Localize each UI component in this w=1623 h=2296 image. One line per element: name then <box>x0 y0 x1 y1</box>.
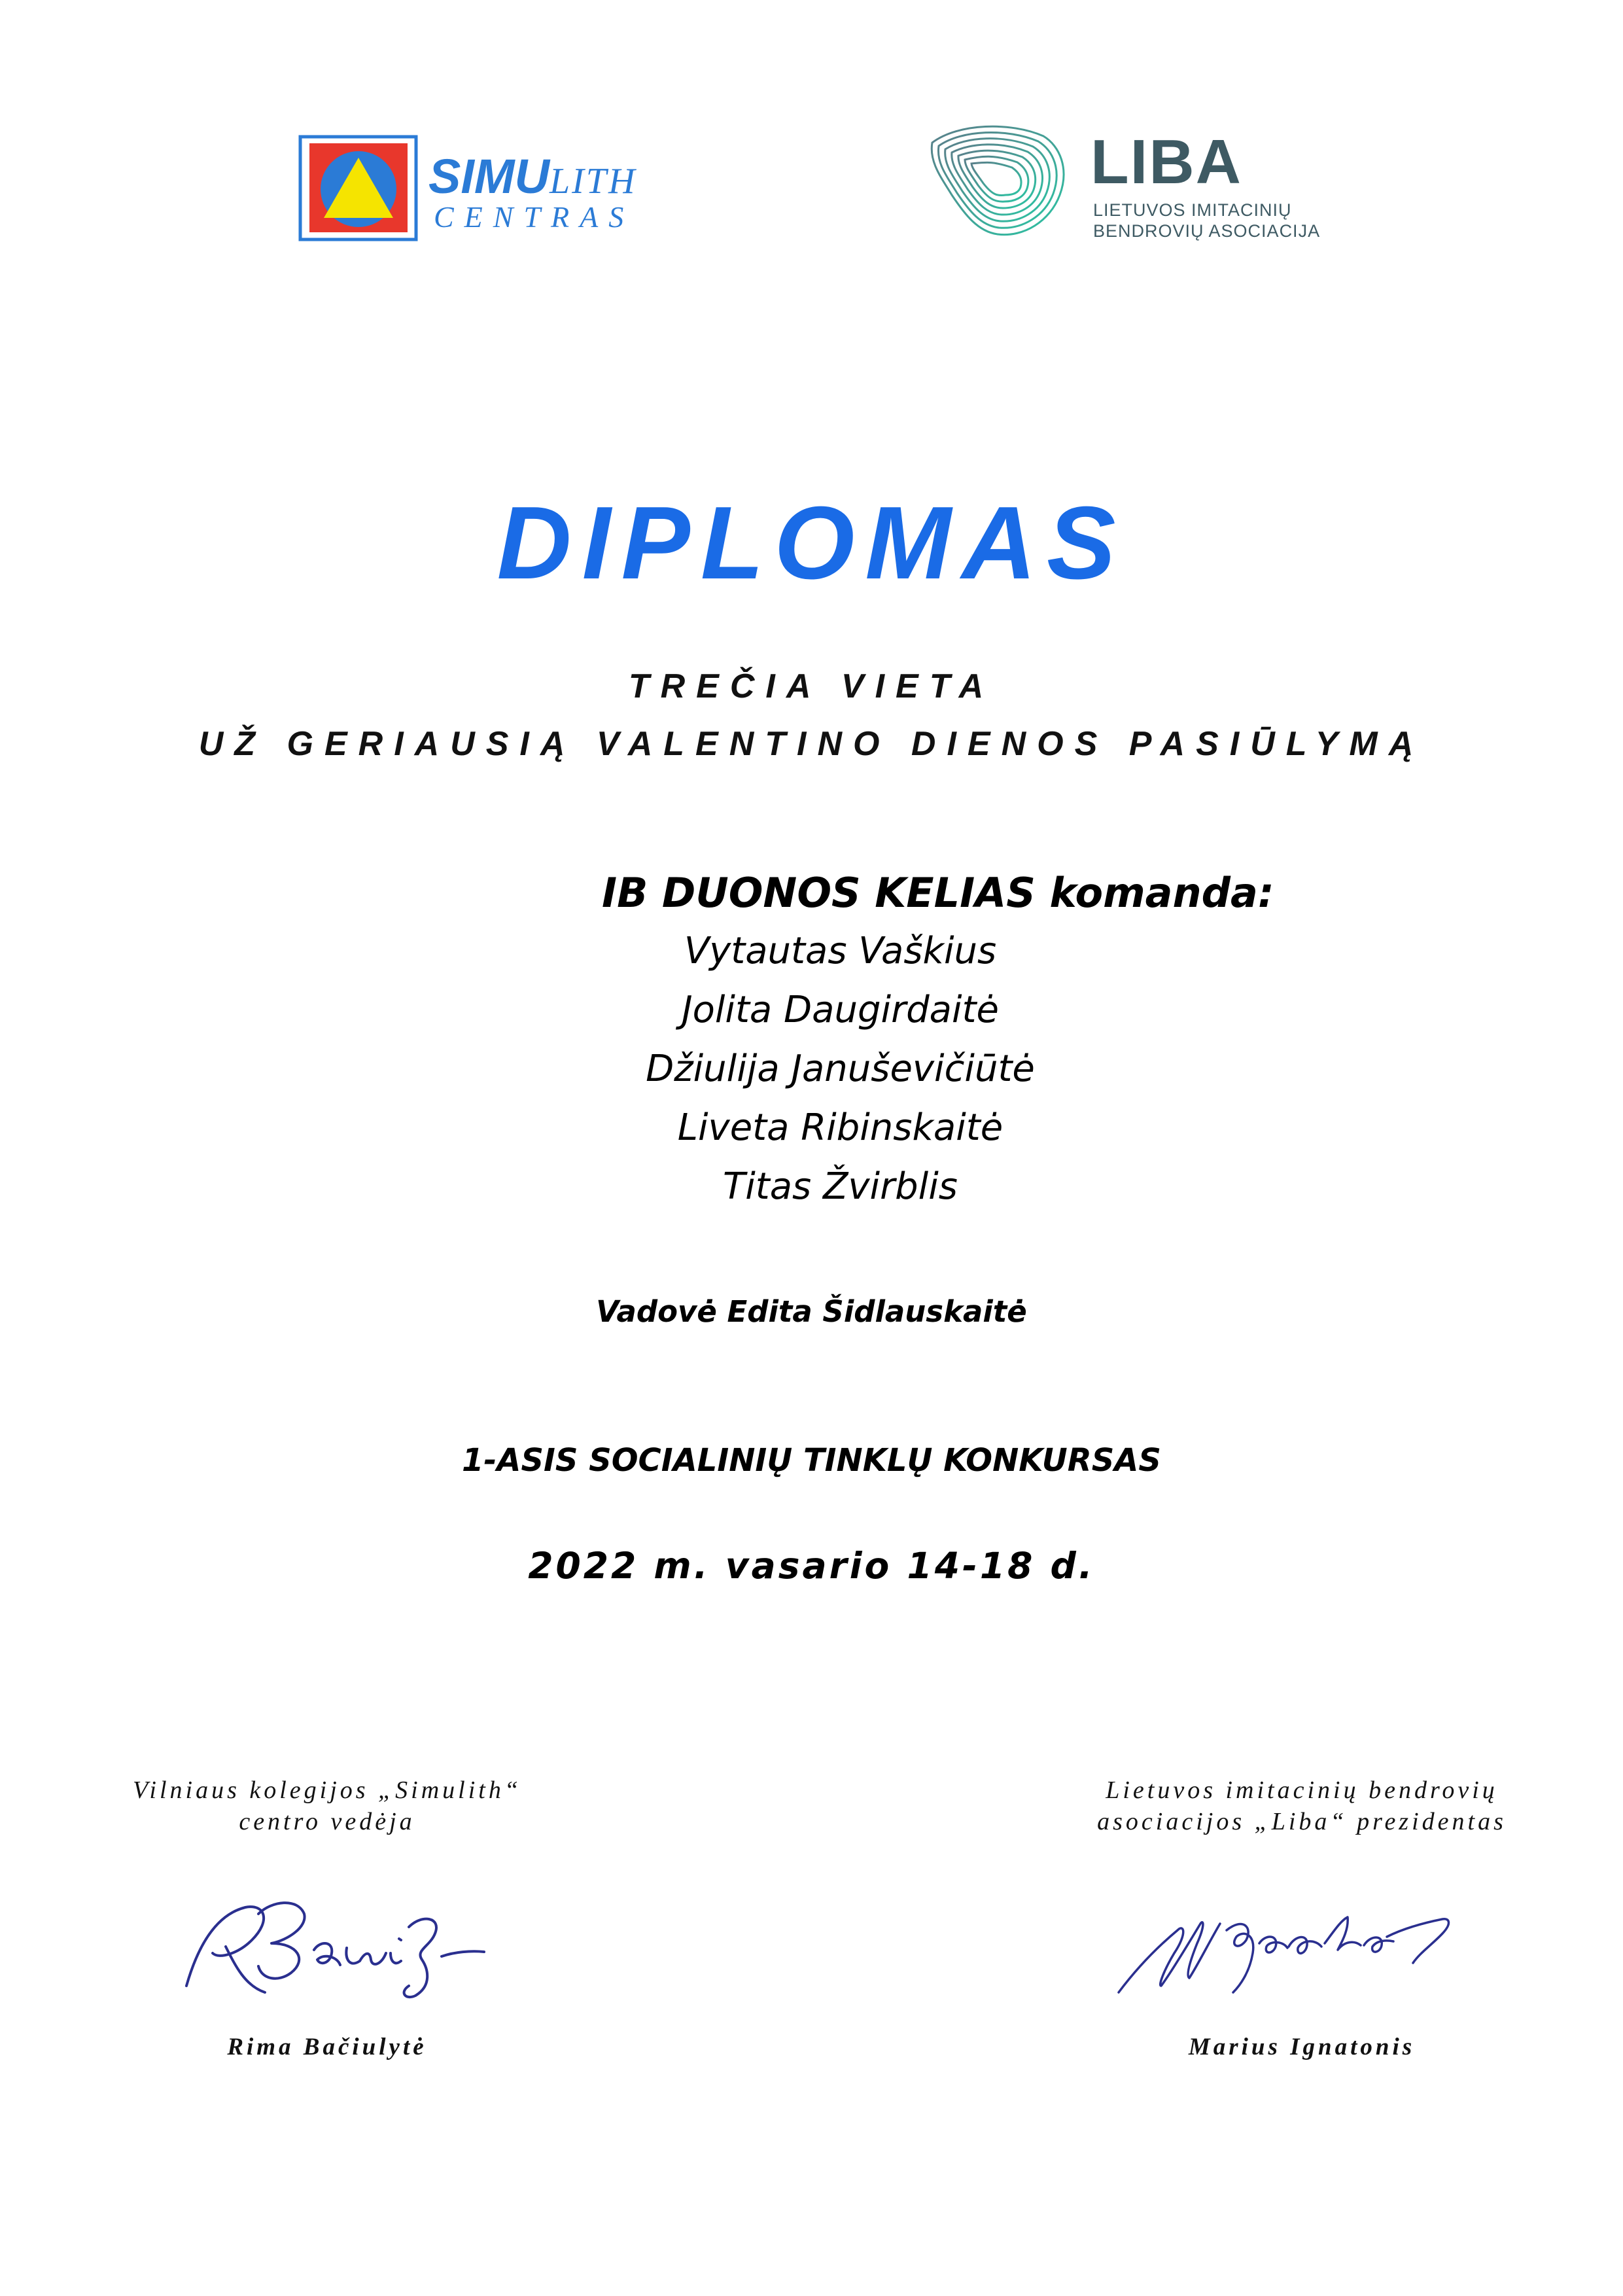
liba-logo <box>919 116 1325 247</box>
simulith-simu-text: SIMU <box>428 149 550 203</box>
simulith-emblem-icon <box>298 134 419 242</box>
team-name: IB DUONOS KELIAS komanda: <box>602 869 1274 917</box>
lithuania-map-icon <box>919 116 1079 247</box>
team-member: Vytautas Vaškius <box>684 930 997 972</box>
simulith-lith-text: LITH <box>550 161 637 202</box>
team-leader: Vadovė Edita Šidlauskaitė <box>596 1294 1027 1329</box>
liba-title: LIBA <box>1091 127 1242 197</box>
left-signatory-name: Rima Bačiulytė <box>227 2034 427 2060</box>
left-caption-line-2: centro vedėja <box>239 1808 415 1835</box>
team-member: Jolita Daugirdaitė <box>682 989 999 1031</box>
left-caption-line-1: Vilniaus kolegijos „Simulith“ <box>133 1776 521 1804</box>
right-signatory-name: Marius Ignatonis <box>1188 2034 1416 2060</box>
simulith-centras-logo <box>298 134 690 242</box>
team-member: Titas Žvirblis <box>723 1165 958 1208</box>
simulith-wordmark-top <box>428 149 637 205</box>
award-heading: UŽ GERIAUSIĄ VALENTINO DIENOS PASIŪLYMĄ <box>198 725 1425 763</box>
right-signatory-caption <box>1047 1775 1557 1837</box>
right-caption-line-2: asociacijos „Liba“ prezidentas <box>1097 1808 1507 1835</box>
contest-dates: 2022 m. vasario 14-18 d. <box>528 1545 1095 1587</box>
place-heading: TREČIA VIETA <box>628 667 995 705</box>
contest-name: 1-ASIS SOCIALINIŲ TINKLŲ KONKURSAS <box>461 1442 1161 1479</box>
left-signatory-caption <box>85 1775 569 1837</box>
diploma-title: DIPLOMAS <box>497 486 1126 601</box>
simulith-centras-text: CENTRAS <box>434 200 635 234</box>
team-member: Liveta Ribinskaitė <box>677 1106 1003 1149</box>
right-caption-line-1: Lietuvos imitacinių bendrovių <box>1106 1776 1498 1804</box>
left-signature-icon <box>173 1888 487 2005</box>
liba-subtitle-line-2: BENDROVIŲ ASOCIACIJA <box>1093 221 1321 241</box>
right-signature-icon <box>1112 1894 1465 2002</box>
team-member: Džiulija Januševičiūtė <box>646 1048 1035 1090</box>
liba-subtitle-line-1: LIETUVOS IMITACINIŲ <box>1093 200 1292 220</box>
